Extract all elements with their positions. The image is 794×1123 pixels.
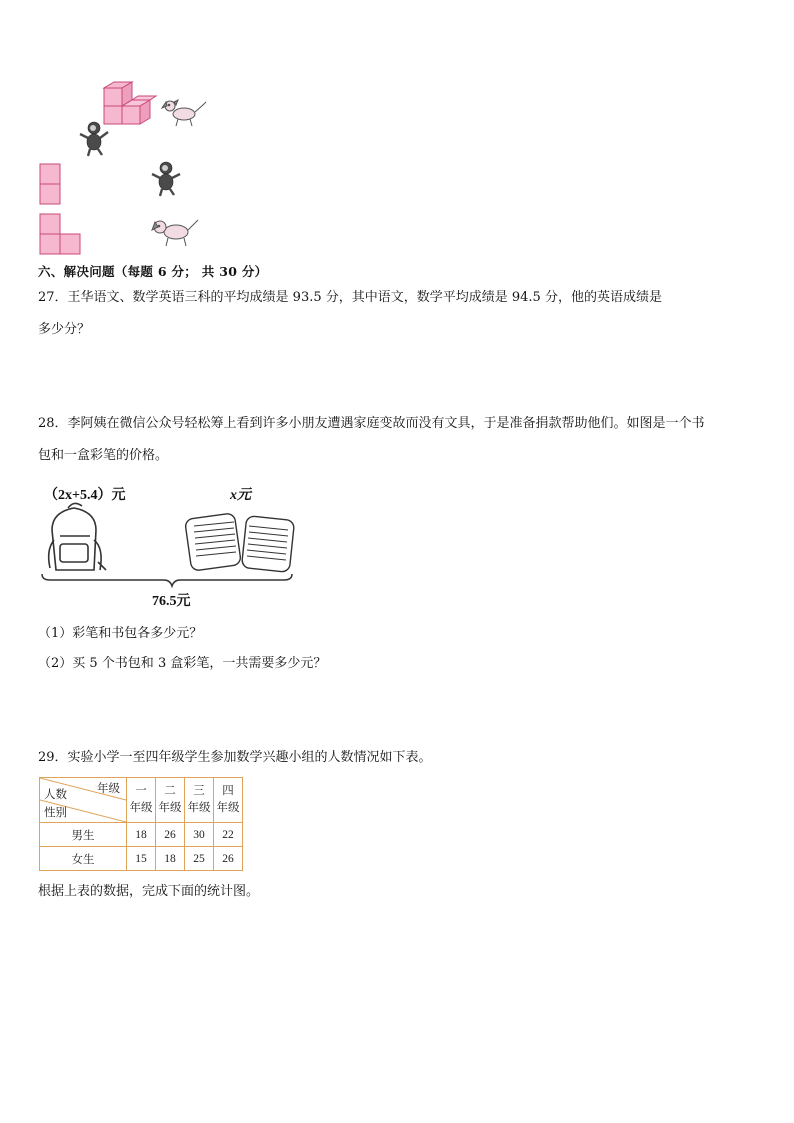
- bag-price-label: （2x+5.4）元: [44, 488, 126, 503]
- pens-price-label: x元: [230, 488, 251, 503]
- table-cell: 18: [127, 823, 156, 847]
- grade-top: 四: [222, 785, 234, 797]
- row-label: 男生: [40, 823, 127, 847]
- question-28-sub1: （1）彩笔和书包各多少元？: [38, 626, 203, 641]
- grade-bottom: 年级: [187, 802, 211, 814]
- table-corner-header: [40, 778, 127, 823]
- table-header-grade: [185, 778, 214, 823]
- question-28-line2: 包和一盒彩笔的价格。: [38, 448, 169, 463]
- monkey-icon: [80, 122, 108, 156]
- table-cell: 18: [156, 847, 185, 871]
- table-header-grade: [127, 778, 156, 823]
- row-label: 女生: [40, 847, 127, 871]
- table-cell: 26: [214, 847, 243, 871]
- corner-gender-label: 性别: [44, 807, 67, 819]
- question-27-line1: 27．王华语文、数学英语三科的平均成绩是 93.5 分，其中语文，数学平均成绩是 94.5 分，他的英语成绩是: [38, 290, 662, 305]
- grade-bottom: 年级: [129, 802, 153, 814]
- grade-bottom: 年级: [158, 802, 182, 814]
- table-row: [40, 823, 243, 847]
- view-l-shape: [40, 214, 80, 254]
- total-brace: [42, 574, 292, 586]
- dog-icon: [152, 220, 198, 246]
- grade-top: 一: [135, 785, 147, 797]
- table-cell: 25: [185, 847, 214, 871]
- backpack-icon: [49, 503, 106, 570]
- stats-table: [39, 777, 243, 871]
- total-price-label: 76.5元: [152, 594, 191, 609]
- view-two-squares: [40, 164, 60, 204]
- dog-icon: [162, 100, 206, 126]
- monkey-icon: [152, 162, 180, 196]
- section-title: 六、解决问题（每题 6 分； 共 30 分）: [38, 264, 268, 279]
- question-28-sub2: （2）买 5 个书包和 3 盒彩笔，一共需要多少元？: [38, 656, 327, 671]
- grade-bottom: 年级: [216, 802, 240, 814]
- table-cell: 26: [156, 823, 185, 847]
- table-cell: 22: [214, 823, 243, 847]
- grade-top: 三: [193, 785, 205, 797]
- cube-view-figure: [36, 78, 226, 260]
- question-28-line1: 28．李阿姨在微信公众号轻松筹上看到许多小朋友遭遇家庭变故而没有文具，于是准备捐款帮助他们。如图是一个书: [38, 416, 705, 431]
- table-cell: 30: [185, 823, 214, 847]
- question-29-after: 根据上表的数据，完成下面的统计图。: [38, 884, 260, 899]
- cube-stack: [104, 82, 156, 124]
- table-cell: 15: [127, 847, 156, 871]
- corner-grade-label: 年级: [97, 783, 120, 795]
- question-27-line2: 多少分？: [38, 322, 91, 337]
- question-29-line1: 29．实验小学一至四年级学生参加数学兴趣小组的人数情况如下表。: [38, 750, 432, 765]
- table-header-grade: [214, 778, 243, 823]
- table-row: [40, 847, 243, 871]
- grade-top: 二: [164, 785, 176, 797]
- stats-table-wrap: [39, 777, 243, 871]
- pens-box-icon: [185, 513, 295, 573]
- price-figure: [38, 480, 300, 610]
- table-header-grade: [156, 778, 185, 823]
- corner-count-label: 人数: [44, 789, 67, 801]
